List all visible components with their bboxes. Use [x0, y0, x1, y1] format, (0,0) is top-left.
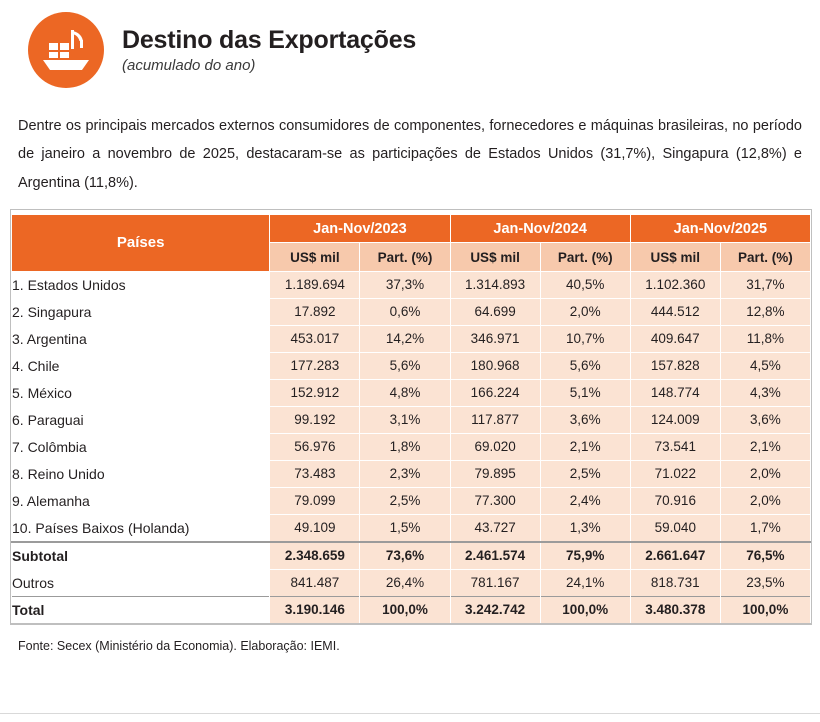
row-label: 10. Países Baixos (Holanda) [12, 514, 270, 542]
column-header-share-2025: Part. (%) [720, 243, 810, 272]
cell-value: 2,1% [720, 433, 810, 460]
cell-value: 4,5% [720, 352, 810, 379]
cell-value: 0,6% [360, 298, 450, 325]
exports-table-container [10, 209, 812, 625]
column-header-period-1: Jan-Nov/2023 [270, 214, 450, 243]
column-header-value-2024: US$ mil [450, 243, 540, 272]
row-label: 7. Colômbia [12, 433, 270, 460]
page-subtitle: (acumulado do ano) [122, 57, 256, 75]
table-row [12, 298, 811, 325]
table-body [12, 271, 811, 623]
cell-value: 1,7% [720, 514, 810, 542]
cell-value: 70.916 [630, 487, 720, 514]
column-header-share-2023: Part. (%) [360, 243, 450, 272]
cell-value: 409.647 [630, 325, 720, 352]
cell-value: 26,4% [360, 569, 450, 596]
cell-value: 10,7% [540, 325, 630, 352]
table-row [12, 406, 811, 433]
cell-value: 12,8% [720, 298, 810, 325]
cell-value: 3,6% [540, 406, 630, 433]
cell-value: 818.731 [630, 569, 720, 596]
cell-value: 100,0% [540, 596, 630, 623]
cell-value: 11,8% [720, 325, 810, 352]
cell-value: 3.242.742 [450, 596, 540, 623]
cell-value: 40,5% [540, 271, 630, 298]
cell-value: 1.102.360 [630, 271, 720, 298]
row-label: 6. Paraguai [12, 406, 270, 433]
cell-value: 781.167 [450, 569, 540, 596]
cell-value: 23,5% [720, 569, 810, 596]
cell-value: 177.283 [270, 352, 360, 379]
row-label: 9. Alemanha [12, 487, 270, 514]
cell-value: 75,9% [540, 542, 630, 570]
column-header-countries: Países [12, 214, 270, 271]
row-label: 1. Estados Unidos [12, 271, 270, 298]
cell-value: 2,1% [540, 433, 630, 460]
table-row-others [12, 569, 811, 596]
row-label: 2. Singapura [12, 298, 270, 325]
row-label: 4. Chile [12, 352, 270, 379]
table-row [12, 460, 811, 487]
cell-value: 2.348.659 [270, 542, 360, 570]
cell-value: 79.895 [450, 460, 540, 487]
column-header-period-2: Jan-Nov/2024 [450, 214, 630, 243]
cell-value: 76,5% [720, 542, 810, 570]
table-row [12, 352, 811, 379]
cell-value: 49.109 [270, 514, 360, 542]
cell-value: 2,4% [540, 487, 630, 514]
cell-value: 4,3% [720, 379, 810, 406]
cell-value: 3,6% [720, 406, 810, 433]
cell-value: 4,8% [360, 379, 450, 406]
cell-value: 2.461.574 [450, 542, 540, 570]
table-header-row-periods [12, 214, 811, 243]
table-row-subtotal [12, 542, 811, 570]
cell-value: 31,7% [720, 271, 810, 298]
row-label: Subtotal [12, 542, 270, 570]
cell-value: 2,0% [540, 298, 630, 325]
cell-value: 99.192 [270, 406, 360, 433]
cell-value: 2,3% [360, 460, 450, 487]
cell-value: 3.480.378 [630, 596, 720, 623]
cell-value: 73,6% [360, 542, 450, 570]
row-label: 5. México [12, 379, 270, 406]
row-label: 3. Argentina [12, 325, 270, 352]
cell-value: 1,3% [540, 514, 630, 542]
cell-value: 1.189.694 [270, 271, 360, 298]
cell-value: 64.699 [450, 298, 540, 325]
table-row [12, 487, 811, 514]
column-header-share-2024: Part. (%) [540, 243, 630, 272]
cell-value: 5,6% [540, 352, 630, 379]
title-block [122, 26, 416, 75]
cell-value: 2,0% [720, 460, 810, 487]
cell-value: 841.487 [270, 569, 360, 596]
cell-value: 73.541 [630, 433, 720, 460]
table-row-total [12, 596, 811, 623]
column-header-value-2023: US$ mil [270, 243, 360, 272]
table-row [12, 433, 811, 460]
table-head [12, 214, 811, 271]
table-row [12, 271, 811, 298]
cell-value: 2,5% [540, 460, 630, 487]
exports-table [11, 214, 811, 624]
cell-value: 346.971 [450, 325, 540, 352]
cell-value: 77.300 [450, 487, 540, 514]
report-header [10, 0, 810, 94]
cell-value: 2.661.647 [630, 542, 720, 570]
cell-value: 148.774 [630, 379, 720, 406]
cell-value: 5,6% [360, 352, 450, 379]
table-row [12, 379, 811, 406]
cell-value: 152.912 [270, 379, 360, 406]
cell-value: 2,5% [360, 487, 450, 514]
cell-value: 73.483 [270, 460, 360, 487]
cell-value: 180.968 [450, 352, 540, 379]
cell-value: 3.190.146 [270, 596, 360, 623]
page-title: Destino das Exportações [122, 25, 417, 54]
source-note: Fonte: Secex (Ministério da Economia). Elaboração: IEMI. [18, 638, 340, 653]
cell-value: 157.828 [630, 352, 720, 379]
cell-value: 3,1% [360, 406, 450, 433]
cell-value: 43.727 [450, 514, 540, 542]
column-header-period-3: Jan-Nov/2025 [630, 214, 810, 243]
cell-value: 124.009 [630, 406, 720, 433]
cell-value: 100,0% [360, 596, 450, 623]
cell-value: 453.017 [270, 325, 360, 352]
row-label: Total [12, 596, 270, 623]
row-label: 8. Reino Unido [12, 460, 270, 487]
cell-value: 166.224 [450, 379, 540, 406]
cell-value: 24,1% [540, 569, 630, 596]
cell-value: 1,5% [360, 514, 450, 542]
cell-value: 100,0% [720, 596, 810, 623]
cargo-ship-icon [28, 12, 104, 88]
row-label: Outros [12, 569, 270, 596]
table-row [12, 514, 811, 542]
cell-value: 69.020 [450, 433, 540, 460]
cell-value: 71.022 [630, 460, 720, 487]
cell-value: 5,1% [540, 379, 630, 406]
cell-value: 79.099 [270, 487, 360, 514]
table-row [12, 325, 811, 352]
cell-value: 59.040 [630, 514, 720, 542]
cell-value: 1,8% [360, 433, 450, 460]
cell-value: 2,0% [720, 487, 810, 514]
cell-value: 17.892 [270, 298, 360, 325]
cell-value: 444.512 [630, 298, 720, 325]
intro-paragraph: Dentre os principais mercados externos consumidores de componentes, fornecedores e máquinas brasileiras, no período de janeiro a novembro de 2025, destacaram-se as participações de Estados Unidos (31,7%), Singapura (12,8%) e Argentina (11,8%). [18, 118, 802, 191]
cell-value: 1.314.893 [450, 271, 540, 298]
column-header-value-2025: US$ mil [630, 243, 720, 272]
cell-value: 117.877 [450, 406, 540, 433]
bottom-divider [0, 713, 820, 714]
cell-value: 14,2% [360, 325, 450, 352]
cell-value: 56.976 [270, 433, 360, 460]
cell-value: 37,3% [360, 271, 450, 298]
